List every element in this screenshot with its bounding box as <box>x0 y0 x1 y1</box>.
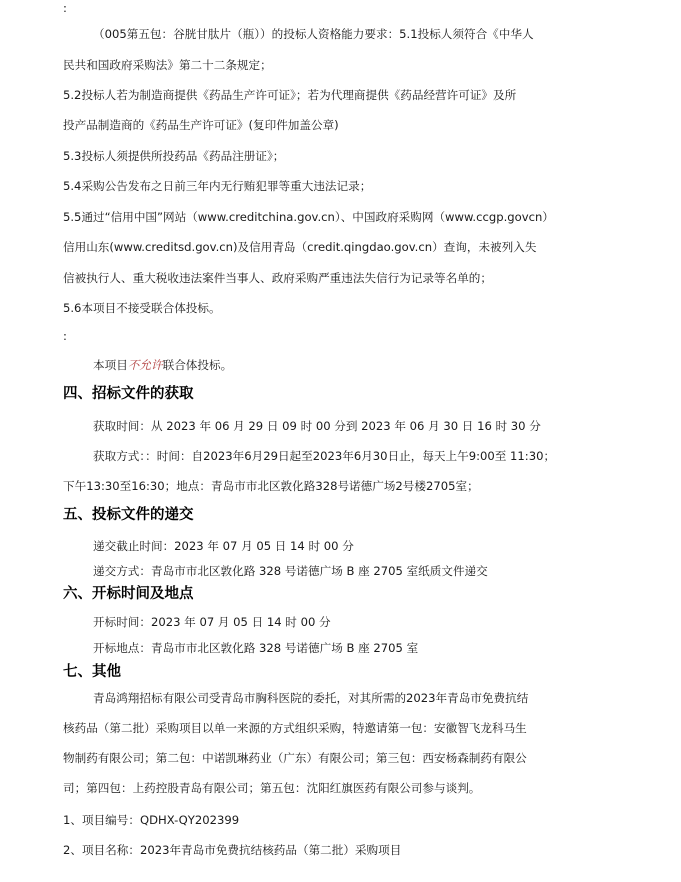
project-number: 1、项目编号：QDHX-QY202399 <box>63 813 240 827</box>
section-heading-acquisition: 四、招标文件的获取 <box>63 386 194 402</box>
requirement-5-3: 5.3投标人须提供所投药品《药品注册证》； <box>63 149 285 163</box>
section-heading-opening: 六、开标时间及地点 <box>63 586 194 602</box>
requirement-5-5: 5.5通过“信用中国”网站（www.creditchina.gov.cn）、中国政府采购网（www.ccgp.govcn） <box>63 210 554 224</box>
other-paragraph-cont: 核药品（第二批）采购项目以单一来源的方式组织采购，特邀请第一包：安徽智飞龙科马生 <box>63 721 527 735</box>
other-paragraph-cont3: 司；第四包：上药控股青岛有限公司；第五包：沈阳红旗医药有限公司参与谈判。 <box>63 781 481 795</box>
section-heading-other: 七、其他 <box>63 664 121 680</box>
opening-time: 开标时间：2023 年 07 月 05 日 14 时 00 分 <box>93 615 331 629</box>
acquisition-method: 获取方式：：时间：自2023年6月29日起至2023年6月30日止，每天上午9:00至 11:30； <box>93 449 556 463</box>
submission-deadline: 递交截止时间：2023 年 07 月 05 日 14 时 00 分 <box>93 539 354 553</box>
submission-method: 递交方式：青岛市市北区敦化路 328 号诺德广场 B 座 2705 室纸质文件递交 <box>93 564 488 578</box>
requirement-5-5-cont: 信用山东(www.creditsd.gov.cn)及信用青岛（credit.qingdao.gov.cn）查询，未被列入失 <box>63 240 537 254</box>
separator-colon: : <box>63 1 67 15</box>
consortium-note: 本项目不允许联合体投标。 <box>93 358 233 372</box>
requirement-5-6: 5.6本项目不接受联合体投标。 <box>63 301 221 315</box>
requirement-5-2-cont: 投产品制造商的《药品生产许可证》(复印件加盖公章) <box>63 118 339 132</box>
qualification-intro-cont: 民共和国政府采购法》第二十二条规定； <box>63 58 272 72</box>
other-paragraph-cont2: 物制药有限公司；第二包：中诺凯琳药业（广东）有限公司；第三包：西安杨森制药有限公 <box>63 751 527 765</box>
acquisition-time: 获取时间：从 2023 年 06 月 29 日 09 时 00 分到 2023 年 06 月 30 日 16 时 30 分 <box>93 419 541 433</box>
requirement-5-4: 5.4采购公告发布之日前三年内无行贿犯罪等重大违法记录； <box>63 179 372 193</box>
separator-colon: : <box>63 329 67 343</box>
qualification-intro: （005第五包：谷胱甘肽片（瓶））的投标人资格能力要求：5.1投标人须符合《中华人 <box>93 27 534 41</box>
opening-place: 开标地点：青岛市市北区敦化路 328 号诺德广场 B 座 2705 室 <box>93 641 419 655</box>
other-paragraph: 青岛鸿翔招标有限公司受青岛市胸科医院的委托，对其所需的2023年青岛市免费抗结 <box>93 691 529 705</box>
section-heading-submission: 五、投标文件的递交 <box>63 507 194 523</box>
requirement-5-5-cont2: 信被执行人、重大税收违法案件当事人、政府采购严重违法失信行为记录等名单的； <box>63 271 492 285</box>
project-name: 2、项目名称：2023年青岛市免费抗结核药品（第二批）采购项目 <box>63 843 402 857</box>
consortium-note-emphasis: 不允许 <box>127 358 163 372</box>
acquisition-method-cont: 下午13:30至16:30；地点：青岛市市北区敦化路328号诺德广场2号楼2705室； <box>63 479 479 493</box>
requirement-5-2: 5.2投标人若为制造商提供《药品生产许可证》；若为代理商提供《药品经营许可证》及所 <box>63 88 517 102</box>
